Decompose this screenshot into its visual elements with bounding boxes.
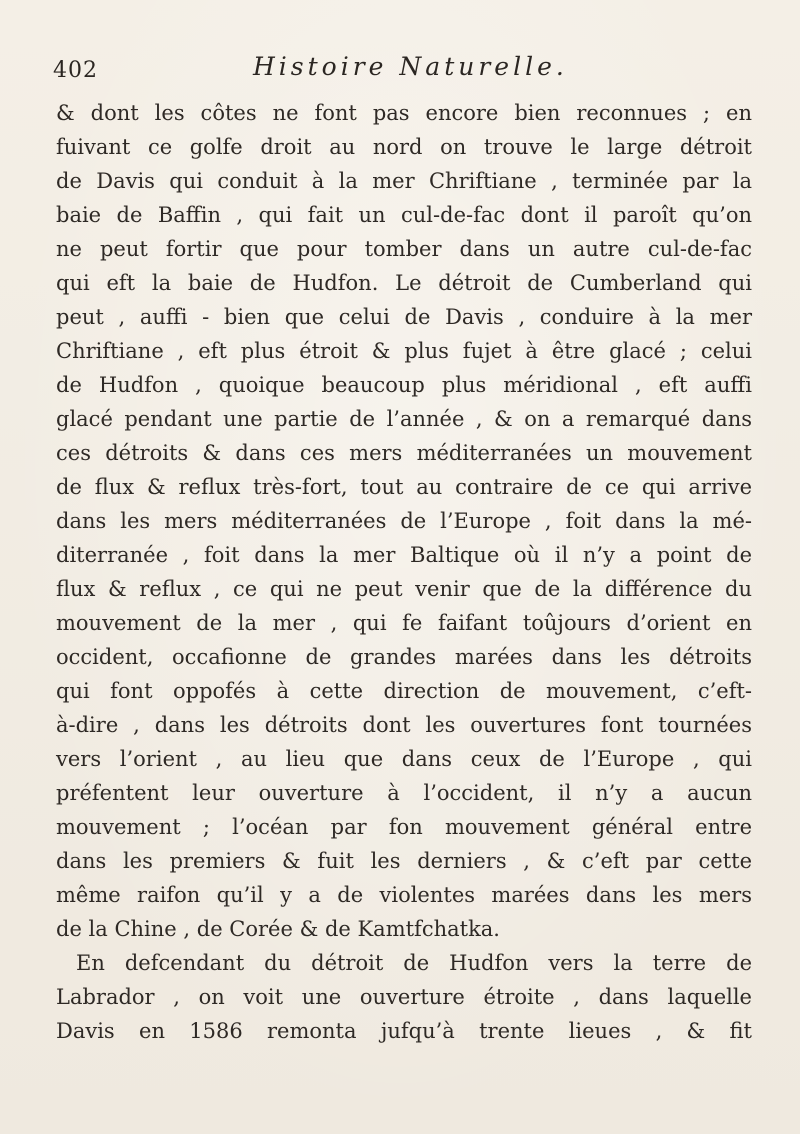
text-line: mouvement ; l’océan par fon mouvement général entre bbox=[56, 815, 752, 839]
text-line: ces détroits & dans ces mers méditerranées un mouvement bbox=[56, 441, 752, 465]
text-line: dans les premiers & fuit les derniers , & c’eft par cette bbox=[56, 849, 752, 873]
text-line: Davis en 1586 remonta jufqu’à trente lieues , & fit bbox=[56, 1019, 752, 1043]
text-line: même raifon qu’il y a de violentes marées dans les mers bbox=[56, 883, 752, 907]
text-line: qui font oppofés à cette direction de mouvement, c’eft- bbox=[56, 679, 752, 703]
text-line: baie de Baffin , qui fait un cul-de-fac dont il paroît qu’on bbox=[56, 203, 752, 227]
text-line: vers l’orient , au lieu que dans ceux de l’Europe , qui bbox=[56, 747, 752, 771]
page-number: 402 bbox=[53, 58, 98, 83]
text-line: de flux & reflux très-fort, tout au contraire de ce qui arrive bbox=[56, 475, 752, 499]
text-line: glacé pendant une partie de l’année , & on a remarqué dans bbox=[56, 407, 752, 431]
text-line: qui eft la baie de Hudfon. Le détroit de Cumberland qui bbox=[56, 271, 752, 295]
text-line: Labrador , on voit une ouverture étroite , dans laquelle bbox=[56, 985, 752, 1009]
text-line: diterranée , foit dans la mer Baltique où il n’y a point de bbox=[56, 543, 752, 567]
running-title: Histoire Naturelle. bbox=[253, 52, 568, 81]
text-line: de Hudfon , quoique beaucoup plus méridional , eft auffi bbox=[56, 373, 752, 397]
text-line: Chriftiane , eft plus étroit & plus fujet à être glacé ; celui bbox=[56, 339, 752, 363]
text-line: fuivant ce golfe droit au nord on trouve le large détroit bbox=[56, 135, 752, 159]
text-line: & dont les côtes ne font pas encore bien reconnues ; en bbox=[56, 101, 752, 125]
text-line: En defcendant du détroit de Hudfon vers la terre de bbox=[76, 951, 752, 975]
text-line: mouvement de la mer , qui fe faifant toûjours d’orient en bbox=[56, 611, 752, 635]
text-line: ne peut fortir que pour tomber dans un autre cul-de-fac bbox=[56, 237, 752, 261]
text-line: à-dire , dans les détroits dont les ouvertures font tournées bbox=[56, 713, 752, 737]
text-line: de Davis qui conduit à la mer Chriftiane , terminée par la bbox=[56, 169, 752, 193]
text-line: dans les mers méditerranées de l’Europe , foit dans la mé- bbox=[56, 509, 752, 533]
text-line: préfentent leur ouverture à l’occident, il n’y a aucun bbox=[56, 781, 752, 805]
text-line: occident, occafionne de grandes marées dans les détroits bbox=[56, 645, 752, 669]
page-header bbox=[53, 52, 753, 92]
text-line: de la Chine , de Corée & de Kamtfchatka. bbox=[56, 917, 500, 941]
text-line: flux & reflux , ce qui ne peut venir que de la différence du bbox=[56, 577, 752, 601]
text-line: peut , auffi - bien que celui de Davis , conduire à la mer bbox=[56, 305, 752, 329]
